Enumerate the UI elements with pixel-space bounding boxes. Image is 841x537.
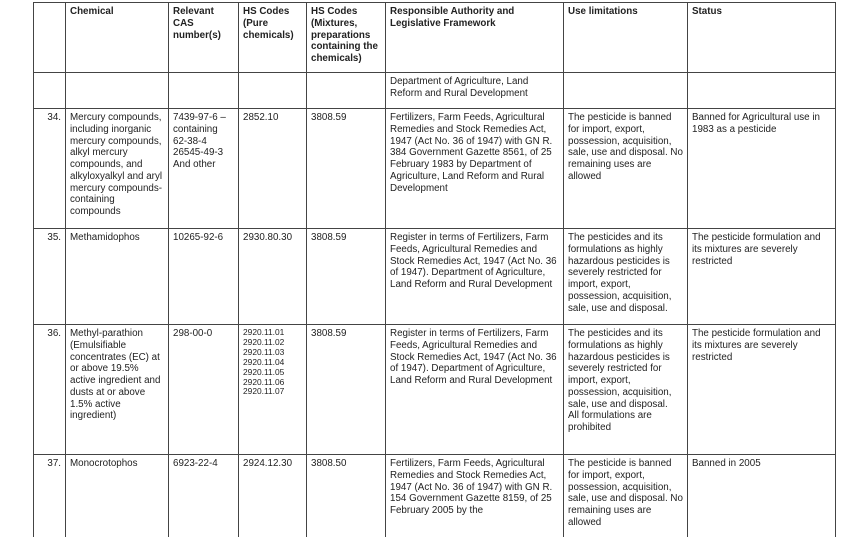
table-row-continuation — [34, 73, 836, 109]
cell-limits: The pesticide is banned for import, export, possession, acquisition, sale, use and disposal. No remaining uses are allowed — [564, 109, 688, 229]
cell-status: Banned for Agricultural use in 1983 as a pesticide — [688, 109, 836, 229]
cell-authority: Department of Agriculture, Land Reform and Rural Development — [386, 73, 564, 109]
cell-status: The pesticide formulation and its mixtures are severely restricted — [688, 229, 836, 325]
cell-cas: 298-00-0 — [169, 325, 239, 455]
cell-limits: The pesticide is banned for import, export, possession, acquisition, sale, use and disposal. No remaining uses are allowed — [564, 455, 688, 537]
cell-hs-pure: 2852.10 — [239, 109, 307, 229]
cell-hs-mix: 3808.59 — [307, 109, 386, 229]
cell-hs-mix: 3808.50 — [307, 455, 386, 537]
table-row — [34, 455, 836, 537]
cell-authority: Fertilizers, Farm Feeds, Agricultural Remedies and Stock Remedies Act, 1947 (Act No. 36 of 1947) with GN R. 154 Government Gazette 8159, of 25 February 2005 by the — [386, 455, 564, 537]
cell-authority: Fertilizers, Farm Feeds, Agricultural Remedies and Stock Remedies Act, 1947 (Act No. 36 of 1947) with GN R. 384 Government Gazette 8561, of 25 February 1983 by Department of Agriculture, Land Reform and Rural Development — [386, 109, 564, 229]
cell-chemical: Methamidophos — [66, 229, 169, 325]
cell-hs-pure: 2924.12.30 — [239, 455, 307, 537]
header-status: Status — [688, 3, 836, 73]
cell-hs-mix: 3808.59 — [307, 325, 386, 455]
cell-cas: 6923-22-4 — [169, 455, 239, 537]
header-authority: Responsible Authority and Legislative Framework — [386, 3, 564, 73]
cell-hs-mix: 3808.59 — [307, 229, 386, 325]
table-row — [34, 229, 836, 325]
cell-num: 35. — [34, 229, 66, 325]
cell-hs-pure: 2930.80.30 — [239, 229, 307, 325]
cell-cas: 10265-92-6 — [169, 229, 239, 325]
header-hs-mix: HS Codes (Mixtures, preparations containing the chemicals) — [307, 3, 386, 73]
header-chemical: Chemical — [66, 3, 169, 73]
header-cas: Relevant CAS number(s) — [169, 3, 239, 73]
table-row — [34, 325, 836, 455]
header-hs-pure: HS Codes (Pure chemicals) — [239, 3, 307, 73]
table-row — [34, 109, 836, 229]
cell-num: 34. — [34, 109, 66, 229]
cell-num: 37. — [34, 455, 66, 537]
cell-limits: The pesticides and its formulations as highly hazardous pesticides is severely restricted for import, export, possession, acquisition, sale, use and disposal. All formulations are prohibited — [564, 325, 688, 455]
cell-chemical: Monocrotophos — [66, 455, 169, 537]
header-limits: Use limitations — [564, 3, 688, 73]
cell-cas: 7439-97-6 – containing 62-38-4 26545-49-3 And other — [169, 109, 239, 229]
header-num — [34, 3, 66, 73]
cell-authority: Register in terms of Fertilizers, Farm Feeds, Agricultural Remedies and Stock Remedies Act, 1947 (Act No. 36 of 1947). Department of Agriculture, Land Reform and Rural Development — [386, 325, 564, 455]
cell-status: Banned in 2005 — [688, 455, 836, 537]
chemicals-table — [33, 2, 836, 537]
document-page — [33, 2, 837, 537]
table-header-row — [34, 3, 836, 73]
cell-authority: Register in terms of Fertilizers, Farm Feeds, Agricultural Remedies and Stock Remedies Act, 1947 (Act No. 36 of 1947). Department of Agriculture, Land Reform and Rural Development — [386, 229, 564, 325]
cell-status: The pesticide formulation and its mixtures are severely restricted — [688, 325, 836, 455]
cell-chemical: Methyl-parathion (Emulsifiable concentrates (EC) at or above 19.5% active ingredient and dusts at or above 1.5% active ingredient) — [66, 325, 169, 455]
cell-num: 36. — [34, 325, 66, 455]
cell-chemical: Mercury compounds, including inorganic mercury compounds, alkyl mercury compounds, and alkyloxyalkyl and aryl mercury compounds-containing compounds — [66, 109, 169, 229]
cell-hs-pure: 2920.11.01 2920.11.02 2920.11.03 2920.11.04 2920.11.05 2920.11.06 2920.11.07 — [239, 325, 307, 455]
cell-limits: The pesticides and its formulations as highly hazardous pesticides is severely restricted for import, export, possession, acquisition, sale, use and disposal. — [564, 229, 688, 325]
